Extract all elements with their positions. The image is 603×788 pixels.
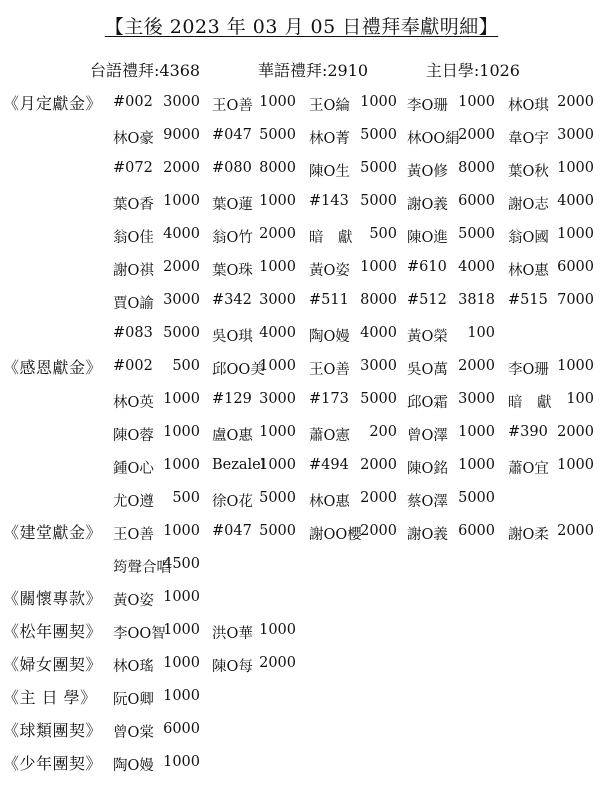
donation-amount: 5000 xyxy=(360,391,397,407)
donation-amount: 4000 xyxy=(163,226,200,242)
donation-amount: 4000 xyxy=(458,259,495,275)
section-label: 《松年團契》 xyxy=(3,622,103,641)
offering-row xyxy=(0,454,603,487)
donation-amount: 1000 xyxy=(259,457,296,473)
donor-name: 吳O琪 xyxy=(212,329,253,345)
section-label: 《少年團契》 xyxy=(3,754,103,773)
sunday-school-count: 主日學:1026 xyxy=(425,61,520,80)
offering-row xyxy=(0,751,603,784)
donation-amount: 2000 xyxy=(458,358,495,374)
donation-amount: 1000 xyxy=(458,457,495,473)
donation-amount: 5000 xyxy=(259,523,296,539)
donation-amount: 1000 xyxy=(163,688,200,704)
donation-amount: 1000 xyxy=(259,94,296,110)
donor-name: 謝O柔 xyxy=(508,527,549,543)
donation-amount: 500 xyxy=(172,358,200,374)
donation-amount: 5000 xyxy=(360,127,397,143)
section-label: 《建堂獻金》 xyxy=(3,523,103,542)
donor-name: 王O善 xyxy=(113,527,154,543)
donation-amount: 1000 xyxy=(163,391,200,407)
donor-name: 阮O卿 xyxy=(113,692,154,708)
donor-name: 暗 獻 xyxy=(508,395,552,411)
donor-name: 李OO智 xyxy=(113,626,166,642)
donation-amount: 500 xyxy=(369,226,397,242)
offering-row xyxy=(0,388,603,421)
page-title xyxy=(0,12,603,39)
donor-name: #390 xyxy=(508,424,548,440)
donation-amount: 1000 xyxy=(360,94,397,110)
donor-name: 林O瑤 xyxy=(113,659,154,675)
donation-amount: 3000 xyxy=(259,391,296,407)
donation-amount: 8000 xyxy=(259,160,296,176)
donation-amount: 1000 xyxy=(163,655,200,671)
donor-name: 陳O生 xyxy=(309,164,350,180)
section-label: 《主 日 學》 xyxy=(3,688,97,707)
donor-name: #494 xyxy=(309,457,349,473)
donation-amount: 1000 xyxy=(163,523,200,539)
donor-name: #143 xyxy=(309,193,349,209)
donor-name: #173 xyxy=(309,391,349,407)
donor-name: #129 xyxy=(212,391,252,407)
donor-name: 尤O遵 xyxy=(113,494,154,510)
donor-name: #047 xyxy=(212,523,252,539)
donation-amount: 6000 xyxy=(163,721,200,737)
donation-amount: 2000 xyxy=(259,226,296,242)
donor-name: 翁O佳 xyxy=(113,230,154,246)
offering-list xyxy=(0,91,603,784)
offering-row xyxy=(0,355,603,388)
offering-row xyxy=(0,619,603,652)
donor-name: #610 xyxy=(407,259,447,275)
donor-name: 李O珊 xyxy=(407,98,448,114)
donor-name: 葉O珠 xyxy=(212,263,253,279)
donor-name: #080 xyxy=(212,160,252,176)
donor-name: #342 xyxy=(212,292,252,308)
donation-amount: 5000 xyxy=(259,490,296,506)
donation-amount: 3000 xyxy=(557,127,594,143)
donor-name: 陶O嫚 xyxy=(113,758,154,774)
donor-name: 黃O姿 xyxy=(309,263,350,279)
offering-row xyxy=(0,256,603,289)
offering-row xyxy=(0,520,603,553)
donor-name: 蔡O澤 xyxy=(407,494,448,510)
donor-name: 陳O蓉 xyxy=(113,428,154,444)
offering-row xyxy=(0,421,603,454)
donation-amount: 1000 xyxy=(163,754,200,770)
offering-row xyxy=(0,223,603,256)
donation-amount: 4500 xyxy=(163,556,200,572)
donor-name: 黃O修 xyxy=(407,164,448,180)
donor-name: 盧O惠 xyxy=(212,428,253,444)
donation-amount: 6000 xyxy=(557,259,594,275)
donation-amount: 1000 xyxy=(259,193,296,209)
donor-name: 謝O志 xyxy=(508,197,549,213)
donor-name: 翁O國 xyxy=(508,230,549,246)
donor-name: 陳O銘 xyxy=(407,461,448,477)
donation-amount: 1000 xyxy=(557,160,594,176)
donation-amount: 3000 xyxy=(163,94,200,110)
donation-amount: 5000 xyxy=(259,127,296,143)
donation-amount: 100 xyxy=(566,391,594,407)
mandarin-worship-count: 華語禮拜:2910 xyxy=(257,61,369,80)
donation-amount: 200 xyxy=(369,424,397,440)
donation-amount: 1000 xyxy=(163,622,200,638)
donor-name: 邱OO美 xyxy=(212,362,265,378)
offering-row xyxy=(0,652,603,685)
donor-name: 謝O祺 xyxy=(113,263,154,279)
donor-name: 葉O秋 xyxy=(508,164,549,180)
donation-amount: 1000 xyxy=(458,424,495,440)
donation-amount: 500 xyxy=(172,490,200,506)
donation-amount: 1000 xyxy=(557,358,594,374)
donor-name: #515 xyxy=(508,292,548,308)
donation-amount: 6000 xyxy=(458,193,495,209)
section-label: 《球類團契》 xyxy=(3,721,103,740)
offering-row xyxy=(0,289,603,322)
donation-amount: 1000 xyxy=(259,358,296,374)
donation-amount: 1000 xyxy=(458,94,495,110)
offering-row xyxy=(0,586,603,619)
donor-name: 洪O華 xyxy=(212,626,253,642)
donor-name: 林O惠 xyxy=(508,263,549,279)
donor-name: 陳O每 xyxy=(212,659,253,675)
donation-amount: 1000 xyxy=(259,622,296,638)
donation-amount: 2000 xyxy=(557,94,594,110)
donation-amount: 5000 xyxy=(458,226,495,242)
donor-name: 謝O義 xyxy=(407,527,448,543)
donation-amount: 3000 xyxy=(259,292,296,308)
donation-amount: 2000 xyxy=(360,490,397,506)
donor-name: 陳O進 xyxy=(407,230,448,246)
donor-name: 暗 獻 xyxy=(309,230,353,246)
section-label: 《婦女團契》 xyxy=(3,655,103,674)
donor-name: 林OO絹 xyxy=(407,131,460,147)
donor-name: 韋O宇 xyxy=(508,131,549,147)
donor-name: 林O琪 xyxy=(508,98,549,114)
taiwanese-worship-count: 台語禮拜:4368 xyxy=(90,61,201,80)
donation-amount: 6000 xyxy=(458,523,495,539)
donation-amount: 4000 xyxy=(259,325,296,341)
donation-amount: 1000 xyxy=(163,589,200,605)
donor-name: #083 xyxy=(113,325,153,341)
donation-amount: 2000 xyxy=(557,424,594,440)
section-label: 《月定獻金》 xyxy=(3,94,103,113)
donor-name: #047 xyxy=(212,127,252,143)
donation-amount: 2000 xyxy=(557,523,594,539)
donor-name: 賈O諭 xyxy=(113,296,154,312)
donor-name: 鍾O心 xyxy=(113,461,154,477)
donor-name: 陶O嫚 xyxy=(309,329,350,345)
donation-amount: 3000 xyxy=(458,391,495,407)
donor-name: 林O惠 xyxy=(309,494,350,510)
donor-name: 黃O姿 xyxy=(113,593,154,609)
offering-row xyxy=(0,322,603,355)
section-label: 《關懷專款》 xyxy=(3,589,103,608)
donor-name: 王O善 xyxy=(212,98,253,114)
donor-name: 曾O棠 xyxy=(113,725,154,741)
donation-amount: 5000 xyxy=(360,160,397,176)
donation-amount: 1000 xyxy=(259,424,296,440)
donor-name: #072 xyxy=(113,160,153,176)
donation-amount: 2000 xyxy=(259,655,296,671)
donation-amount: 2000 xyxy=(360,523,397,539)
donor-name: 邱O霜 xyxy=(407,395,448,411)
donation-amount: 2000 xyxy=(360,457,397,473)
donation-amount: 9000 xyxy=(163,127,200,143)
donor-name: #512 xyxy=(407,292,447,308)
donation-amount: 100 xyxy=(467,325,495,341)
offering-row xyxy=(0,718,603,751)
donation-amount: 3818 xyxy=(458,292,495,308)
donation-amount: 4000 xyxy=(557,193,594,209)
donor-name: 林O英 xyxy=(113,395,154,411)
offering-row xyxy=(0,487,603,520)
donation-amount: 1000 xyxy=(163,193,200,209)
section-label: 《感恩獻金》 xyxy=(3,358,103,377)
donor-name: 李O珊 xyxy=(508,362,549,378)
donor-name: 謝OO櫻 xyxy=(309,527,362,543)
donation-amount: 1000 xyxy=(557,226,594,242)
donation-amount: 8000 xyxy=(458,160,495,176)
offering-row xyxy=(0,190,603,223)
donor-name: 翁O竹 xyxy=(212,230,253,246)
donation-amount: 5000 xyxy=(360,193,397,209)
donor-name: #002 xyxy=(113,94,153,110)
donation-amount: 3000 xyxy=(163,292,200,308)
donor-name: 吳O萬 xyxy=(407,362,448,378)
donation-amount: 1000 xyxy=(259,259,296,275)
donor-name: 謝O義 xyxy=(407,197,448,213)
donor-name: 林O豪 xyxy=(113,131,154,147)
donation-amount: 4000 xyxy=(360,325,397,341)
donor-name: 蕭O憲 xyxy=(309,428,350,444)
offering-row xyxy=(0,124,603,157)
donation-amount: 7000 xyxy=(557,292,594,308)
donor-name: 林O菁 xyxy=(309,131,350,147)
donor-name: #002 xyxy=(113,358,153,374)
donation-amount: 1000 xyxy=(163,457,200,473)
donation-amount: 3000 xyxy=(360,358,397,374)
donation-amount: 1000 xyxy=(360,259,397,275)
donation-amount: 5000 xyxy=(458,490,495,506)
donor-name: 徐O花 xyxy=(212,494,253,510)
donation-amount: 2000 xyxy=(458,127,495,143)
donation-amount: 1000 xyxy=(557,457,594,473)
donor-name: 蕭O宜 xyxy=(508,461,549,477)
donor-name: 葉O蓮 xyxy=(212,197,253,213)
donation-amount: 2000 xyxy=(163,259,200,275)
donation-amount: 5000 xyxy=(163,325,200,341)
donor-name: #511 xyxy=(309,292,349,308)
donation-amount: 1000 xyxy=(163,424,200,440)
attendance-summary xyxy=(90,58,520,81)
offering-row xyxy=(0,553,603,586)
donation-amount: 8000 xyxy=(360,292,397,308)
donor-name: Bezalel xyxy=(212,457,266,473)
offering-row xyxy=(0,685,603,718)
page-title-text: 【主後 2023 年 03 月 05 日禮拜奉獻明細】 xyxy=(104,16,499,38)
donor-name: 王O綸 xyxy=(309,98,350,114)
donor-name: 曾O澤 xyxy=(407,428,448,444)
donation-amount: 2000 xyxy=(163,160,200,176)
donor-name: 葉O香 xyxy=(113,197,154,213)
donor-name: 黃O榮 xyxy=(407,329,448,345)
donor-name: 王O善 xyxy=(309,362,350,378)
offering-row xyxy=(0,157,603,190)
donor-name: 筠聲合唱 xyxy=(113,560,171,576)
offering-row xyxy=(0,91,603,124)
